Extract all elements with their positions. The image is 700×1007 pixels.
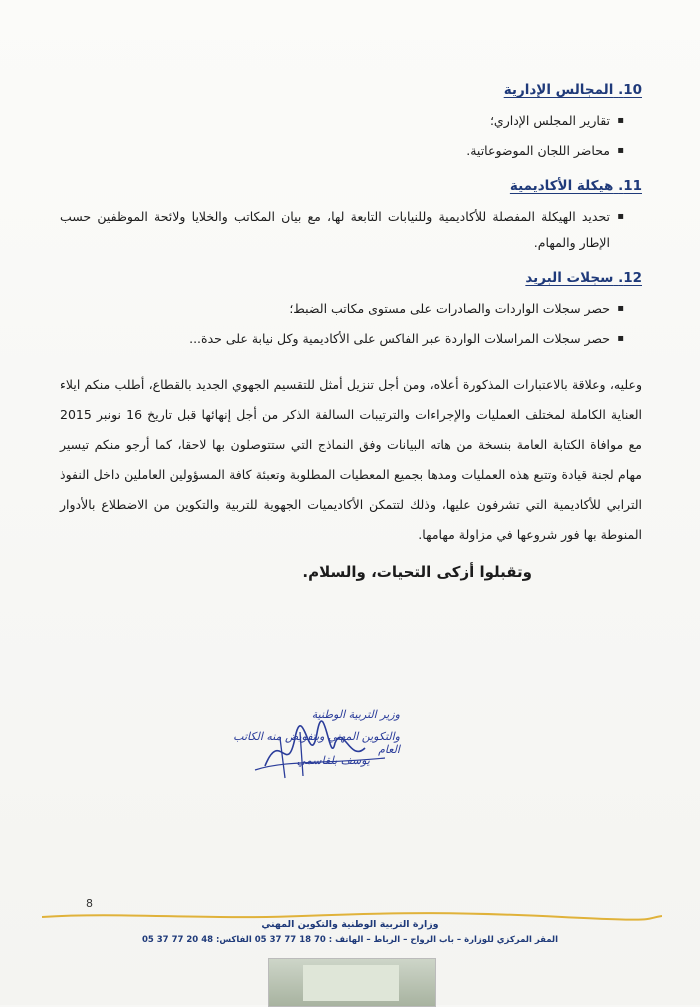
list-item: ▪ تحديد الهيكلة المفصلة للأكاديمية وللنيابات التابعة لها، مع بيان المكاتب والخلايا ولائحة الموظفين حسب الإطار والمهام. bbox=[60, 204, 624, 256]
footer-address: المقر المركزي للوزارة – باب الرواح – الرباط – الهاتف : 70 18 77 37 05 الفاكس: 48 20 77 37 05 bbox=[141, 935, 559, 945]
list-item: ▪ تقارير المجلس الإداري؛ bbox=[60, 108, 624, 134]
footer-ministry-name: وزارة التربية الوطنية والتكوين المهني bbox=[261, 919, 439, 930]
section-title-text: سجلات البريد bbox=[525, 270, 614, 286]
section-number: 11. bbox=[618, 178, 642, 194]
section-number: 12. bbox=[618, 270, 642, 286]
section-list bbox=[60, 296, 642, 352]
section-heading bbox=[60, 82, 642, 98]
signature-title-line: وزير التربية الوطنية bbox=[311, 708, 400, 721]
closing-salutation: وتقبلوا أزكى التحيات، والسلام. bbox=[302, 562, 532, 581]
section-list bbox=[60, 108, 642, 164]
body-paragraph: وعليه، وعلاقة بالاعتبارات المذكورة أعلاه، ومن أجل تنزيل أمثل للتقسيم الجهوي الجديد بالقطاع، أطلب منكم ايلاء العناية الكاملة لمختلف العمليات والإجراءات والترتيبات السالفة الذكر من أجل إنهائها قبل تاريخ 16 نونبر 2015 مع موافاة الكتابة العامة بنسخة من هاته البيانات وفق النماذج التي ستتوصلون بها لاحقا، كما أرجو منكم تيسير مهام لجنة قيادة وتتبع هذه العمليات ومدها بجميع المعطيات المطلوبة وتعبئة كافة المسؤولين العاملين داخل النفوذ الترابي للأكاديمية التي تشرفون عليها، وذلك لتتمكن الأكاديميات الجهوية للتربية والتكوين من الاضطلاع بالأدوار المنوطة بها فور شروعها في مزاولة مهامها. bbox=[60, 377, 642, 542]
signature-delegation-line: والتكوين المهني وبتفويض منه الكاتب العام bbox=[233, 730, 400, 756]
thumbnail-preview bbox=[303, 965, 399, 1001]
section-heading bbox=[60, 270, 642, 286]
document-body bbox=[60, 82, 642, 581]
section-title-text: المجالس الإدارية bbox=[503, 82, 614, 98]
section-heading bbox=[60, 178, 642, 194]
video-thumbnail[interactable] bbox=[268, 958, 436, 1007]
list-item: ▪ محاضر اللجان الموضوعاتية. bbox=[60, 138, 624, 164]
list-item: ▪ حصر سجلات المراسلات الواردة عبر الفاكس على الأكاديمية وكل نيابة على حدة... bbox=[60, 326, 624, 352]
signature-stamp bbox=[225, 708, 400, 798]
section-number: 10. bbox=[618, 82, 642, 98]
section-list bbox=[60, 204, 642, 256]
list-item: ▪ حصر سجلات الواردات والصادرات على مستوى مكاتب الضبط؛ bbox=[60, 296, 624, 322]
section-title-text: هيكلة الأكاديمية bbox=[509, 178, 614, 194]
signature-name: يوسف بلقاسمي bbox=[296, 754, 370, 767]
page-number: 8 bbox=[86, 897, 93, 910]
